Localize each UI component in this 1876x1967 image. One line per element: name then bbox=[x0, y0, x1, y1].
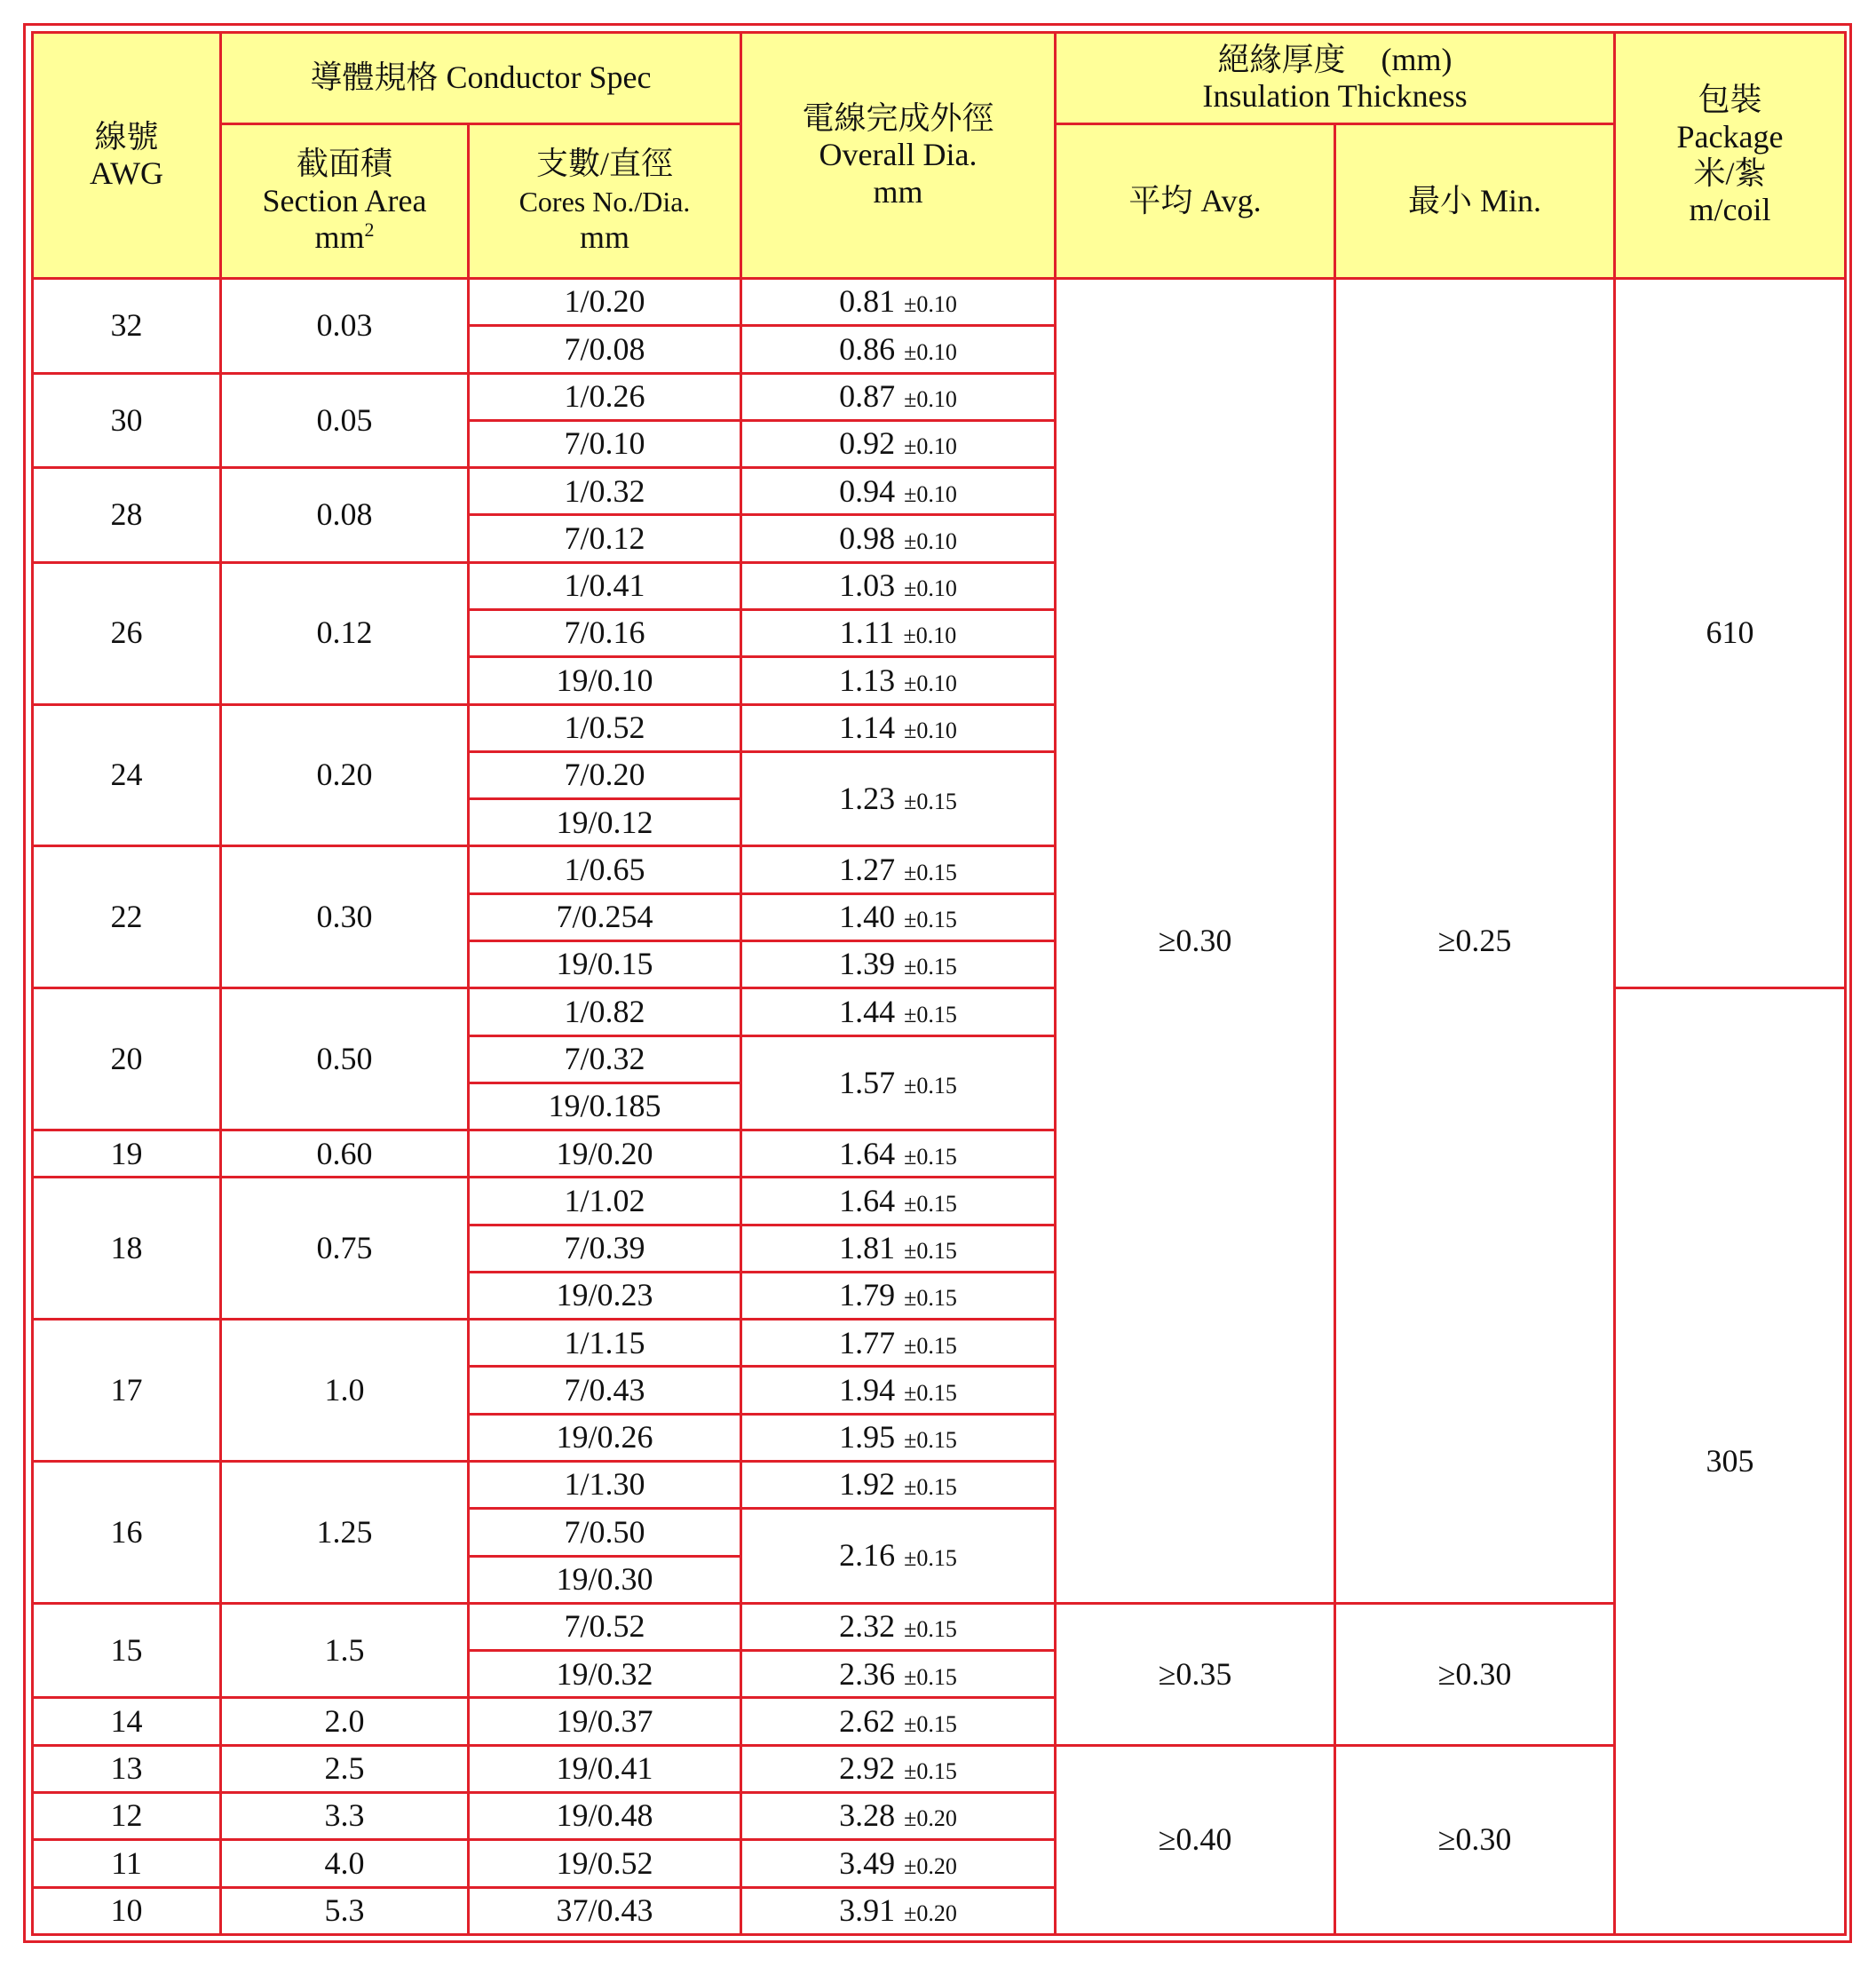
awg-cell: 10 bbox=[33, 1887, 221, 1934]
cores-cell: 1/0.20 bbox=[469, 279, 741, 326]
cores-cell: 7/0.254 bbox=[469, 893, 741, 940]
od-tolerance: ±0.10 bbox=[903, 623, 957, 649]
od-value: 1.39 bbox=[839, 946, 896, 982]
od-tolerance: ±0.15 bbox=[904, 1190, 957, 1217]
od-cell bbox=[741, 1651, 1056, 1698]
section-area-cn: 截面積 bbox=[296, 146, 392, 182]
od-cell bbox=[741, 373, 1056, 420]
od-value: 0.81 bbox=[839, 283, 896, 320]
od-tolerance: ±0.15 bbox=[904, 1332, 957, 1359]
area-cell: 0.30 bbox=[221, 846, 469, 988]
table-row bbox=[33, 279, 1846, 326]
cores-cn: 支數/直徑 bbox=[535, 146, 673, 182]
od-cell bbox=[741, 1745, 1056, 1792]
table-row bbox=[33, 1745, 1846, 1792]
od-value: 1.13 bbox=[839, 662, 896, 698]
od-value: 1.23 bbox=[839, 780, 896, 816]
cores-en: Cores No./Dia. bbox=[518, 185, 691, 218]
conductor-spec-header: 導體規格 Conductor Spec bbox=[221, 33, 741, 124]
area-cell: 1.25 bbox=[221, 1462, 469, 1604]
area-cell: 0.08 bbox=[221, 468, 469, 563]
awg-header-cn: 線號 bbox=[94, 118, 159, 155]
od-tolerance: ±0.20 bbox=[904, 1852, 957, 1879]
od-value: 1.14 bbox=[839, 709, 896, 745]
od-value: 3.49 bbox=[839, 1844, 896, 1881]
awg-cell: 20 bbox=[33, 988, 221, 1130]
area-cell: 0.60 bbox=[221, 1130, 469, 1178]
insulation-min-cell: ≥0.25 bbox=[1335, 279, 1615, 1604]
avg-header: 平均 Avg. bbox=[1056, 124, 1335, 279]
od-tolerance: ±0.15 bbox=[904, 1379, 957, 1406]
od-tolerance: ±0.15 bbox=[904, 1474, 957, 1501]
cores-cell: 19/0.12 bbox=[469, 799, 741, 846]
od-value: 1.81 bbox=[839, 1230, 896, 1266]
cores-unit: mm bbox=[579, 219, 629, 256]
od-tolerance: ±0.15 bbox=[904, 1143, 957, 1170]
cores-cell: 7/0.16 bbox=[469, 609, 741, 656]
awg-cell: 16 bbox=[33, 1462, 221, 1604]
cores-cell: 19/0.20 bbox=[469, 1130, 741, 1178]
od-value: 2.16 bbox=[839, 1537, 896, 1574]
od-value: 3.28 bbox=[839, 1797, 896, 1834]
cores-cell: 19/0.48 bbox=[469, 1793, 741, 1840]
od-cell bbox=[741, 940, 1056, 987]
od-value: 1.27 bbox=[839, 851, 896, 887]
awg-cell: 32 bbox=[33, 279, 221, 374]
insulation-header bbox=[1056, 33, 1615, 124]
od-value: 2.92 bbox=[839, 1750, 896, 1787]
od-cell bbox=[741, 846, 1056, 893]
cores-cell: 19/0.15 bbox=[469, 940, 741, 987]
awg-header-en: AWG bbox=[89, 155, 164, 191]
od-cell bbox=[741, 1603, 1056, 1650]
od-cell bbox=[741, 1320, 1056, 1367]
package-cn: 包裝 bbox=[1698, 82, 1762, 118]
package-unit-cn: 米/紮 bbox=[1693, 155, 1767, 191]
section-area-en: Section Area bbox=[262, 182, 427, 218]
od-cell bbox=[741, 1367, 1056, 1414]
od-value: 0.87 bbox=[839, 378, 896, 414]
od-value: 1.57 bbox=[839, 1064, 896, 1100]
awg-header bbox=[33, 33, 221, 279]
cores-cell: 1/0.32 bbox=[469, 468, 741, 515]
od-value: 2.36 bbox=[839, 1655, 896, 1692]
od-tolerance: ±0.15 bbox=[904, 788, 957, 814]
od-tolerance: ±0.15 bbox=[904, 1001, 957, 1027]
awg-cell: 11 bbox=[33, 1840, 221, 1887]
awg-cell: 15 bbox=[33, 1603, 221, 1698]
od-tolerance: ±0.10 bbox=[904, 291, 957, 318]
section-area-header bbox=[221, 124, 469, 279]
od-value: 1.95 bbox=[839, 1419, 896, 1455]
area-cell: 3.3 bbox=[221, 1793, 469, 1840]
cores-cell: 7/0.43 bbox=[469, 1367, 741, 1414]
od-value: 1.44 bbox=[839, 993, 896, 1029]
cores-cell: 7/0.39 bbox=[469, 1225, 741, 1272]
od-cell bbox=[741, 1130, 1056, 1178]
cores-cell: 7/0.10 bbox=[469, 420, 741, 467]
od-value: 2.32 bbox=[839, 1608, 896, 1645]
od-tolerance: ±0.10 bbox=[904, 527, 957, 554]
cores-cell: 7/0.08 bbox=[469, 326, 741, 373]
cores-cell: 19/0.32 bbox=[469, 1651, 741, 1698]
od-tolerance: ±0.15 bbox=[904, 1427, 957, 1454]
od-value: 1.64 bbox=[839, 1135, 896, 1171]
insulation-unit: (mm) bbox=[1381, 41, 1453, 77]
area-cell: 0.75 bbox=[221, 1178, 469, 1320]
od-tolerance: ±0.15 bbox=[904, 1285, 957, 1312]
awg-cell: 24 bbox=[33, 704, 221, 846]
od-cell bbox=[741, 1272, 1056, 1319]
od-cell bbox=[741, 609, 1056, 656]
cores-cell: 1/0.26 bbox=[469, 373, 741, 420]
overall-dia-unit: mm bbox=[873, 173, 923, 210]
od-cell bbox=[741, 515, 1056, 562]
od-cell bbox=[741, 1462, 1056, 1509]
section-area-unit-sup: 2 bbox=[364, 218, 375, 242]
cores-cell: 1/0.65 bbox=[469, 846, 741, 893]
package-cell: 610 bbox=[1615, 279, 1846, 988]
od-value: 0.92 bbox=[839, 425, 896, 462]
cores-cell: 7/0.20 bbox=[469, 751, 741, 798]
od-tolerance: ±0.10 bbox=[904, 670, 957, 696]
od-value: 1.03 bbox=[839, 567, 896, 604]
od-value: 1.92 bbox=[839, 1466, 896, 1503]
awg-cell: 28 bbox=[33, 468, 221, 563]
area-cell: 0.03 bbox=[221, 279, 469, 374]
od-tolerance: ±0.10 bbox=[904, 575, 957, 602]
od-tolerance: ±0.15 bbox=[904, 1710, 957, 1737]
awg-cell: 12 bbox=[33, 1793, 221, 1840]
od-tolerance: ±0.20 bbox=[904, 1900, 957, 1927]
od-value: 1.40 bbox=[839, 899, 896, 935]
od-value: 1.77 bbox=[839, 1324, 896, 1360]
cores-cell: 1/0.82 bbox=[469, 988, 741, 1035]
overall-dia-header bbox=[741, 33, 1056, 279]
cores-cell: 37/0.43 bbox=[469, 1887, 741, 1934]
od-value: 1.11 bbox=[839, 615, 895, 651]
insulation-min-cell: ≥0.30 bbox=[1335, 1745, 1615, 1934]
od-cell bbox=[741, 1035, 1056, 1130]
cores-header bbox=[469, 124, 741, 279]
od-cell bbox=[741, 326, 1056, 373]
area-cell: 1.5 bbox=[221, 1603, 469, 1698]
area-cell: 0.05 bbox=[221, 373, 469, 468]
od-cell bbox=[741, 468, 1056, 515]
insulation-avg-cell: ≥0.35 bbox=[1056, 1603, 1335, 1745]
cores-cell: 19/0.10 bbox=[469, 657, 741, 704]
od-cell bbox=[741, 420, 1056, 467]
od-value: 2.62 bbox=[839, 1702, 896, 1739]
section-area-unit: mm bbox=[314, 219, 365, 256]
package-en: Package bbox=[1676, 118, 1784, 155]
package-unit-en: m/coil bbox=[1689, 192, 1771, 228]
od-cell bbox=[741, 1509, 1056, 1604]
od-cell bbox=[741, 1414, 1056, 1461]
od-cell bbox=[741, 1225, 1056, 1272]
cores-cell: 1/0.41 bbox=[469, 562, 741, 609]
cores-cell: 1/1.30 bbox=[469, 1462, 741, 1509]
od-cell bbox=[741, 657, 1056, 704]
cores-cell: 1/1.15 bbox=[469, 1320, 741, 1367]
area-cell: 5.3 bbox=[221, 1887, 469, 1934]
od-cell bbox=[741, 1698, 1056, 1745]
od-tolerance: ±0.15 bbox=[904, 954, 957, 980]
od-cell bbox=[741, 1840, 1056, 1887]
od-cell bbox=[741, 562, 1056, 609]
od-tolerance: ±0.20 bbox=[904, 1805, 957, 1832]
od-value: 3.91 bbox=[839, 1892, 896, 1929]
area-cell: 0.50 bbox=[221, 988, 469, 1130]
min-header: 最小 Min. bbox=[1335, 124, 1615, 279]
od-value: 1.79 bbox=[839, 1277, 896, 1313]
area-cell: 0.12 bbox=[221, 562, 469, 704]
package-cell: 305 bbox=[1615, 988, 1846, 1935]
awg-cell: 26 bbox=[33, 562, 221, 704]
cores-cell: 1/0.52 bbox=[469, 704, 741, 751]
cores-cell: 7/0.52 bbox=[469, 1603, 741, 1650]
od-value: 0.94 bbox=[839, 472, 896, 509]
insulation-avg-cell: ≥0.30 bbox=[1056, 279, 1335, 1604]
awg-cell: 18 bbox=[33, 1178, 221, 1320]
od-cell bbox=[741, 751, 1056, 846]
od-tolerance: ±0.10 bbox=[904, 480, 957, 507]
cores-cell: 7/0.50 bbox=[469, 1509, 741, 1556]
od-tolerance: ±0.15 bbox=[904, 1663, 957, 1690]
cores-cell: 19/0.30 bbox=[469, 1556, 741, 1603]
cores-cell: 7/0.12 bbox=[469, 515, 741, 562]
awg-cell: 22 bbox=[33, 846, 221, 988]
od-cell bbox=[741, 704, 1056, 751]
area-cell: 0.20 bbox=[221, 704, 469, 846]
cores-cell: 19/0.37 bbox=[469, 1698, 741, 1745]
od-tolerance: ±0.15 bbox=[904, 1616, 957, 1643]
table-row bbox=[33, 1603, 1846, 1650]
od-tolerance: ±0.15 bbox=[904, 1072, 957, 1099]
od-value: 0.86 bbox=[839, 330, 896, 367]
cores-cell: 1/1.02 bbox=[469, 1178, 741, 1225]
od-cell bbox=[741, 1793, 1056, 1840]
od-cell bbox=[741, 279, 1056, 326]
od-tolerance: ±0.10 bbox=[904, 386, 957, 412]
area-cell: 2.5 bbox=[221, 1745, 469, 1792]
overall-dia-en: Overall Dia. bbox=[819, 137, 978, 173]
cores-cell: 19/0.23 bbox=[469, 1272, 741, 1319]
od-value: 1.64 bbox=[839, 1182, 896, 1218]
od-tolerance: ±0.15 bbox=[904, 1238, 957, 1265]
cores-cell: 19/0.41 bbox=[469, 1745, 741, 1792]
od-tolerance: ±0.15 bbox=[904, 1545, 957, 1572]
od-value: 1.94 bbox=[839, 1371, 896, 1408]
cores-cell: 19/0.185 bbox=[469, 1083, 741, 1130]
awg-cell: 30 bbox=[33, 373, 221, 468]
insulation-min-cell: ≥0.30 bbox=[1335, 1603, 1615, 1745]
insulation-avg-cell: ≥0.40 bbox=[1056, 1745, 1335, 1934]
insulation-cn: 絕緣厚度 bbox=[1217, 41, 1346, 77]
package-header bbox=[1615, 33, 1846, 279]
wire-spec-table bbox=[31, 31, 1847, 1936]
od-tolerance: ±0.15 bbox=[904, 907, 957, 933]
area-cell: 2.0 bbox=[221, 1698, 469, 1745]
od-tolerance: ±0.15 bbox=[904, 1758, 957, 1785]
od-value: 0.98 bbox=[839, 520, 896, 556]
od-cell bbox=[741, 893, 1056, 940]
od-tolerance: ±0.10 bbox=[904, 338, 957, 365]
cores-cell: 7/0.32 bbox=[469, 1035, 741, 1083]
area-cell: 1.0 bbox=[221, 1320, 469, 1462]
awg-cell: 17 bbox=[33, 1320, 221, 1462]
insulation-en: Insulation Thickness bbox=[1202, 78, 1468, 114]
awg-cell: 13 bbox=[33, 1745, 221, 1792]
od-tolerance: ±0.15 bbox=[904, 859, 957, 885]
od-cell bbox=[741, 1178, 1056, 1225]
cores-cell: 19/0.26 bbox=[469, 1414, 741, 1461]
od-tolerance: ±0.10 bbox=[904, 433, 957, 460]
od-cell bbox=[741, 988, 1056, 1035]
cores-cell: 19/0.52 bbox=[469, 1840, 741, 1887]
awg-cell: 14 bbox=[33, 1698, 221, 1745]
od-cell bbox=[741, 1887, 1056, 1934]
awg-cell: 19 bbox=[33, 1130, 221, 1178]
overall-dia-cn: 電線完成外徑 bbox=[802, 99, 994, 136]
area-cell: 4.0 bbox=[221, 1840, 469, 1887]
od-tolerance: ±0.10 bbox=[904, 717, 957, 743]
